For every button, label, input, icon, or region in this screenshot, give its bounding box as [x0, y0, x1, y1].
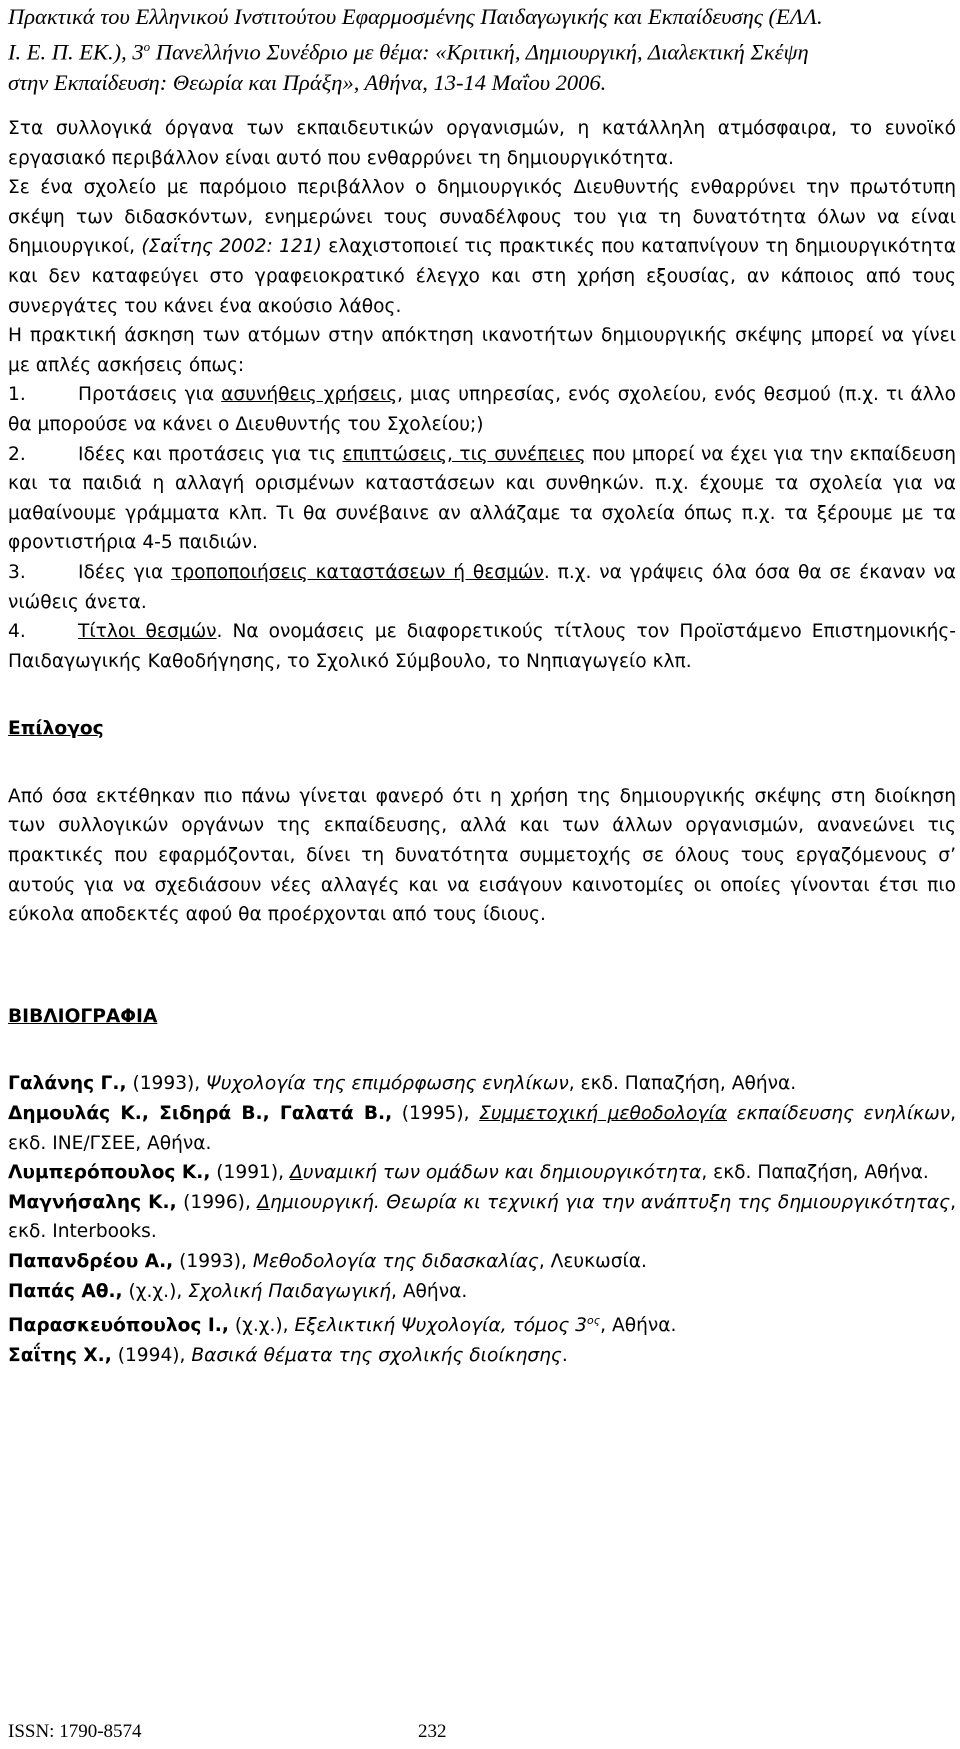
bib-year: (1994), — [111, 1344, 192, 1366]
bib-year: (1996), — [176, 1191, 258, 1213]
bib-author: Παπάς Αθ., — [8, 1280, 123, 1302]
bib-title: Ψυχολογία της επιμόρφωσης ενηλίκων — [206, 1073, 569, 1095]
item-keyword: επιπτώσεις, τις συνέπειες — [342, 443, 586, 465]
item-number: 4. — [8, 621, 26, 643]
bib-publisher: . — [561, 1344, 568, 1366]
bib-year: (χ.χ.), — [228, 1315, 295, 1337]
header-line-2 — [8, 32, 952, 68]
bib-author: Μαγνήσαλης Κ., — [8, 1191, 177, 1213]
bib-ordinal: ος — [586, 1314, 601, 1328]
bib-publisher: , Αθήνα. — [391, 1280, 468, 1302]
bib-year: (1995), — [392, 1103, 480, 1125]
header-line-2-end: Πανελλήνιο Συνέδριο με θέμα: «Κριτική, Δημιουργική, Διαλεκτική Σκέψη — [150, 39, 809, 65]
bib-title: Δυναμική των ομάδων και δημιουργικότητα — [289, 1162, 702, 1184]
bib-publisher: , Λευκωσία. — [538, 1251, 647, 1272]
item-keyword: Τίτλοι θεσμών — [78, 621, 217, 643]
bibliography-list — [8, 1069, 956, 1370]
paragraph-2-end: ελαχιστοποιεί τις πρακτικές που καταπνίγουν τη δημιουργικότητα και δεν καταφεύγει στο γραφειοκρατικό έλεγχο και στη χρήση εξουσίας, αν κάποιος από τους συνεργάτες του κάνει ένα ακούσιο λάθος. — [8, 236, 957, 317]
bib-author: Γαλάνης Γ., — [8, 1073, 127, 1095]
bib-author: Παπανδρέου Α., — [8, 1251, 174, 1272]
bib-year: (1993), — [173, 1251, 253, 1272]
bib-publisher: , Αθήνα. — [600, 1315, 677, 1337]
header-line-2-start: Ι. Ε. Π. ΕΚ.), 3 — [8, 39, 144, 65]
item-number: 1. — [8, 384, 26, 406]
bib-title: Βασικά θέματα της σχολικής διοίκησης — [191, 1344, 562, 1366]
item-keyword: τροποποιήσεις καταστάσεων ή θεσμών — [171, 561, 544, 583]
bib-title: Συμμετοχική μεθοδολογία εκπαίδευσης ενηλίκων — [479, 1103, 951, 1125]
running-header — [8, 2, 952, 98]
issn: ISSN: 1790-8574 — [8, 1721, 142, 1742]
bibliography-entry — [8, 1099, 956, 1158]
bibliography-heading: ΒΙΒΛΙΟΓΡΑΦΙΑ — [8, 1005, 158, 1027]
paragraph-2-start: Σε ένα σχολείο με παρόμοιο περιβάλλον ο δημιουργικός Διευθυντής ενθαρρύνει την πρωτότυπη σκέψη των διδασκόντων, ενημερώνει τους συναδέλφους του για τη δυνατότητα όλων να είναι δημιουργικοί, — [8, 177, 956, 258]
item-text: Ιδέες και προτάσεις για τις — [78, 443, 343, 465]
bib-author: Δημουλάς Κ., Σιδηρά Β., Γαλατά Β., — [8, 1103, 393, 1125]
item-text: Ιδέες για — [78, 561, 172, 583]
item-text: Προτάσεις για — [78, 384, 222, 406]
item-text: . Να ονομάσεις με διαφορετικούς τίτλους τον Προϊστάμενο Επιστημονικής-Παιδαγωγικής Καθοδήγησης, το Σχολικό Σύμβουλο, το Νηπιαγωγείο κλπ. — [8, 621, 956, 672]
epilogue-heading: Επίλογος — [8, 718, 104, 740]
bibliography-entry — [8, 1306, 956, 1341]
bibliography-entry — [8, 1247, 956, 1277]
bib-title: Εξελικτική Ψυχολογία, τόμος 3 — [294, 1315, 587, 1337]
item-keyword: ασυνήθεις χρήσεις — [221, 384, 398, 406]
bib-year: (1991), — [210, 1162, 290, 1184]
item-text: . π.χ. να γράψεις όλα όσα θα σε έκαναν να νιώθεις άνετα. — [8, 561, 956, 613]
item-number: 3. — [8, 561, 26, 583]
article-body — [8, 114, 956, 1371]
bib-publisher: , εκδ. Interbooks. — [8, 1191, 956, 1243]
bib-author: Παρασκευόπουλος Ι., — [8, 1315, 229, 1337]
bibliography-entry — [8, 1069, 956, 1099]
bib-publisher: , εκδ. Παπαζήση, Αθήνα. — [701, 1162, 929, 1184]
bib-author: Σαΐτης Χ., — [8, 1344, 112, 1366]
citation: (Σαΐτης 2002: 121) — [141, 236, 322, 258]
bib-year: (1993), — [126, 1073, 207, 1095]
bib-title: Μεθοδολογία της διδασκαλίας — [252, 1251, 539, 1272]
bibliography-entry — [8, 1158, 956, 1188]
bib-year: (χ.χ.), — [122, 1280, 189, 1302]
item-text: , μιας υπηρεσίας, ενός σχολείου, ενός θεσμού (π.χ. τι άλλο θα μπορούσε να κάνει ο Διευθυντής του Σχολείου;) — [8, 384, 956, 435]
epilogue-paragraph: Από όσα εκτέθηκαν πιο πάνω γίνεται φανερό ότι η χρήση της δημιουργικής σκέψης στη διοίκηση των συλλογικών οργάνων της εκπαίδευσης, αλλά και των άλλων οργανισμών, ανανεώνει τις πρακτικές που εφαρμόζονται, δίνει τη δυνατότητα συμμετοχής σε όλους τους εργαζόμενους σ’ αυτούς για να σχεδιάσουν νέες αλλαγές και να εισάγουν καινοτομίες οι οποίες γίνονται έτσι πιο εύκολα αποδεκτές αφού θα προέρχονται από τους ίδιους. — [8, 785, 956, 926]
exercise-list — [8, 380, 956, 676]
exercise-item — [8, 617, 956, 676]
page-number: 232 — [418, 1721, 447, 1742]
bib-publisher: , εκδ. Παπαζήση, Αθήνα. — [568, 1073, 797, 1095]
exercise-item — [8, 380, 956, 439]
item-text: που μπορεί να έχει για την εκπαίδευση και τα παιδιά η αλλαγή ορισμένων καταστάσεων και συνθηκών. π.χ. έχουμε τα σχολεία για να μαθαίνουμε γράμματα κλπ. Τι θα συνέβαινε αν αλλάζαμε τα σχολεία όπως π.χ. τα ξέρουμε με τα φροντιστήρια 4-5 παιδιών. — [8, 443, 957, 554]
bibliography-entry — [8, 1277, 956, 1307]
exercise-item — [8, 558, 956, 617]
paragraph-1: Στα συλλογικά όργανα των εκπαιδευτικών οργανισμών, η κατάλληλη ατμόσφαιρα, το ευνοϊκό εργασιακό περιβάλλον είναι αυτό που ενθαρρύνει τη δημιουργικότητα. — [8, 118, 956, 169]
bib-author: Λυμπερόπουλος Κ., — [8, 1162, 211, 1184]
bib-publisher: , εκδ. ΙΝΕ/ΓΣΕΕ, Αθήνα. — [8, 1103, 956, 1154]
bib-title: Δημιουργική. Θεωρία κι τεχνική για την ανάπτυξη της δημιουργικότητας — [257, 1191, 951, 1213]
exercise-item — [8, 440, 956, 558]
bibliography-entry — [8, 1188, 956, 1247]
bibliography-entry — [8, 1341, 956, 1371]
header-ordinal: ο — [143, 39, 151, 54]
paragraph-2 — [8, 173, 956, 321]
header-line-3: στην Εκπαίδευση: Θεωρία και Πράξη», Αθήνα, 13-14 Μαΐου 2006. — [8, 69, 607, 95]
bib-title: Σχολική Παιδαγωγική — [188, 1280, 392, 1302]
paragraph-3: Η πρακτική άσκηση των ατόμων στην απόκτηση ικανοτήτων δημιουργικής σκέψης μπορεί να γίνει με απλές ασκήσεις όπως: — [8, 325, 956, 376]
header-line-1: Πρακτικά του Ελληνικού Ινστιτούτου Εφαρμοσμένης Παιδαγωγικής και Εκπαίδευσης (ΕΛΛ. — [8, 4, 823, 29]
item-number: 2. — [8, 443, 26, 465]
